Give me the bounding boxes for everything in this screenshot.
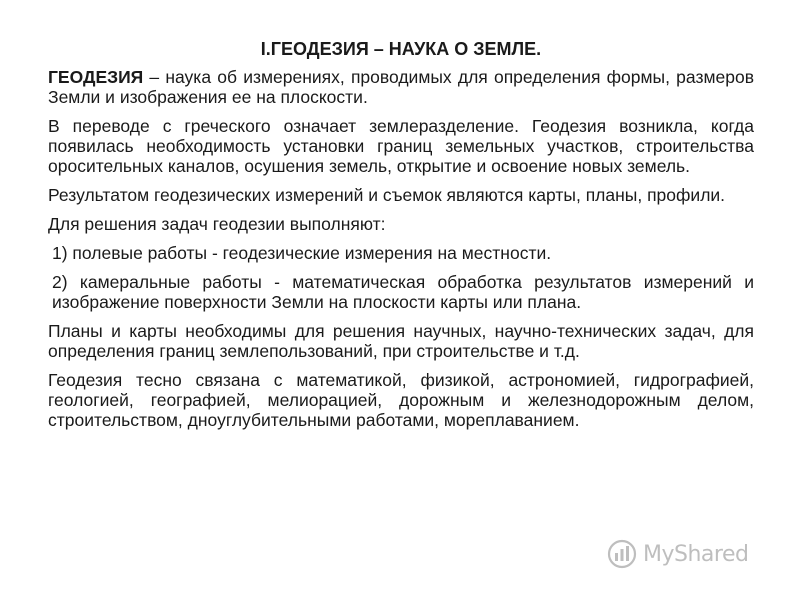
list-item-field-work: 1) полевые работы - геодезические измерения на местности. [52,243,552,263]
paragraph-tasks-intro: Для решения задач геодезии выполняют: [48,214,386,234]
myshared-logo-icon [607,539,637,569]
definition-text: – наука об измерениях, проводимых для определения формы, размеров Земли и изображения ее на плоскости. [48,67,754,107]
paragraph-maps: Планы и карты необходимы для решения научных, научно-технических задач, для определения границ землепользований, при строительстве и т.д. [48,321,754,361]
slide-content [48,38,754,439]
watermark [607,535,767,573]
page-title: I.ГЕОДЕЗИЯ – НАУКА О ЗЕМЛЕ. [260,39,542,59]
watermark-text: MyShared [643,541,749,567]
definition-paragraph [48,67,754,107]
definition-term: ГЕОДЕЗИЯ [48,67,144,87]
paragraph-results: Результатом геодезических измерений и съемок являются карты, планы, профили. [48,185,726,205]
list-item-office-work: 2) камеральные работы - математическая обработка результатов измерений и изображение поверхности Земли на плоскости карты или плана. [52,272,754,312]
paragraph-history: В переводе с греческого означает землеразделение. Геодезия возникла, когда появилась необходимость установки границ земельных участков, строительства оросительных каналов, осушения земель, открытие и освоение новых земель. [48,116,754,176]
paragraph-relations: Геодезия тесно связана с математикой, физикой, астрономией, гидрографией, геологией, географией, мелиорацией, дорожным и железнодорожным делом, строительством, дноуглубительными работами, мореплаванием. [48,370,754,430]
